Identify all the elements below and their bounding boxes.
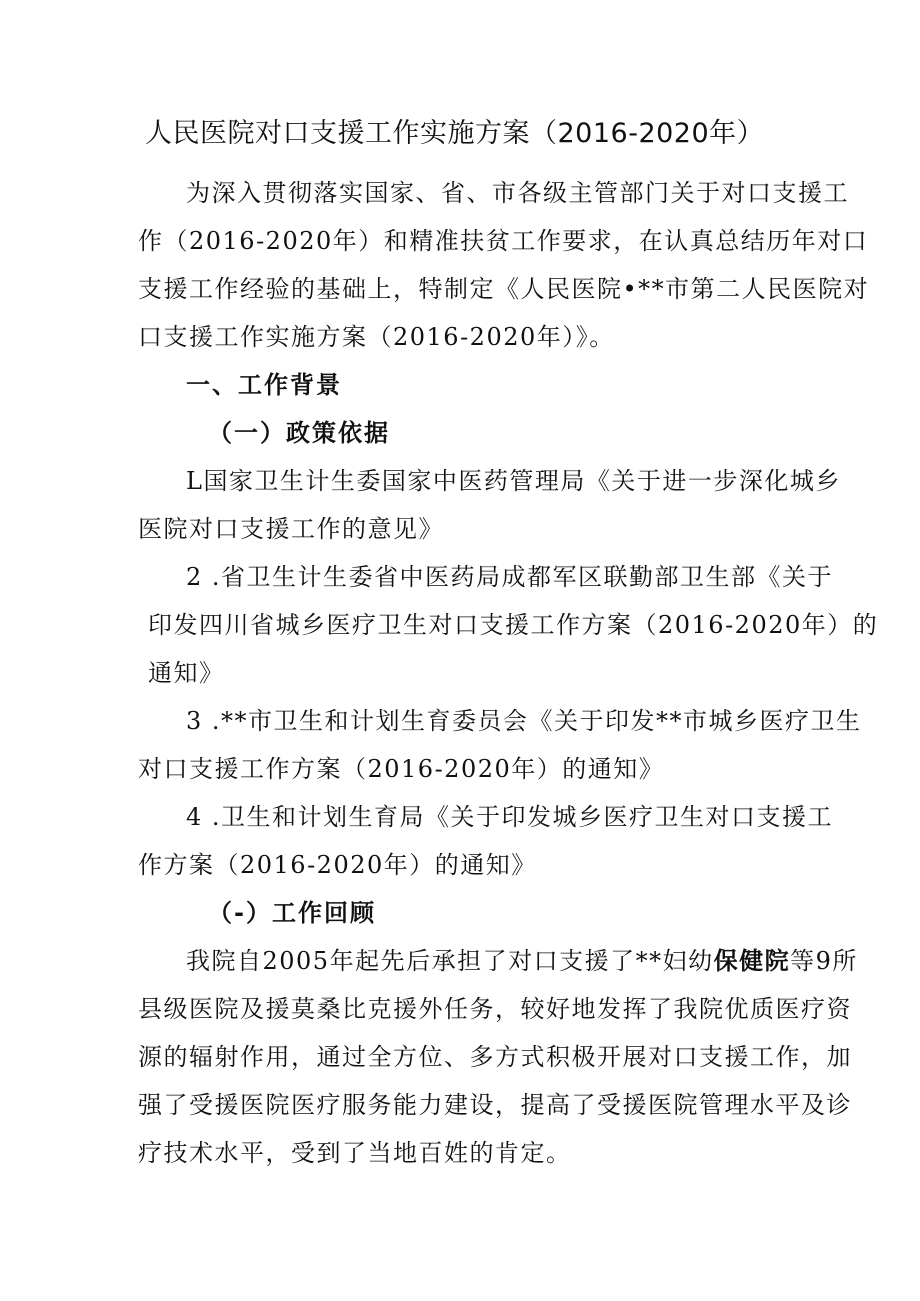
document-title: 人民医院对口支援工作实施方案（2016-2020年）	[145, 118, 765, 149]
policy-line: L国家卫生计生委国家中医药管理局《关于进一步深化城乡	[186, 467, 841, 495]
intro-line: 口支援工作实施方案（2016-2020年）》。	[138, 323, 615, 351]
subsection-heading-review: （-）工作回顾	[208, 899, 376, 927]
policy-line: 医院对口支援工作的意见》	[138, 515, 444, 543]
review-text: 我院自2005年起先后承担了对口支援了**妇幼	[186, 947, 714, 975]
intro-line: 支援工作经验的基础上，特制定《人民医院•**市第二人民医院对	[138, 275, 870, 303]
review-line	[186, 946, 858, 976]
policy-line: 印发四川省城乡医疗卫生对口支援工作方案（2016-2020年）的	[148, 611, 879, 639]
policy-line: 对口支援工作方案（2016-2020年）的通知》	[138, 755, 665, 783]
policy-line: 4 .卫生和计划生育局《关于印发城乡医疗卫生对口支援工	[186, 803, 834, 831]
intro-line: 作（2016-2020年）和精准扶贫工作要求，在认真总结历年对口	[138, 227, 869, 255]
subsection-heading-policy: （一）政策依据	[208, 419, 390, 447]
policy-line: 3 .**市卫生和计划生育委员会《关于印发**市城乡医疗卫生	[186, 707, 862, 735]
intro-line: 为深入贯彻落实国家、省、市各级主管部门关于对口支援工	[186, 179, 849, 207]
review-text: 等9所	[790, 947, 858, 975]
review-line: 强了受援医院医疗服务能力建设，提高了受援医院管理水平及诊	[138, 1091, 852, 1119]
policy-line: 作方案（2016-2020年）的通知》	[138, 851, 537, 879]
review-line: 疗技术水平，受到了当地百姓的肯定。	[138, 1139, 572, 1167]
policy-line: 通知》	[148, 659, 225, 687]
policy-line: 2 .省卫生计生委省中医药局成都军区联勤部卫生部《关于	[186, 563, 834, 591]
review-line: 县级医院及援莫桑比克援外任务，较好地发挥了我院优质医疗资	[138, 995, 852, 1023]
section-heading-background: 一、工作背景	[186, 371, 342, 399]
review-line: 源的辐射作用，通过全方位、多方式积极开展对口支援工作，加	[138, 1043, 852, 1071]
review-bold-text: 保健院	[713, 946, 791, 975]
